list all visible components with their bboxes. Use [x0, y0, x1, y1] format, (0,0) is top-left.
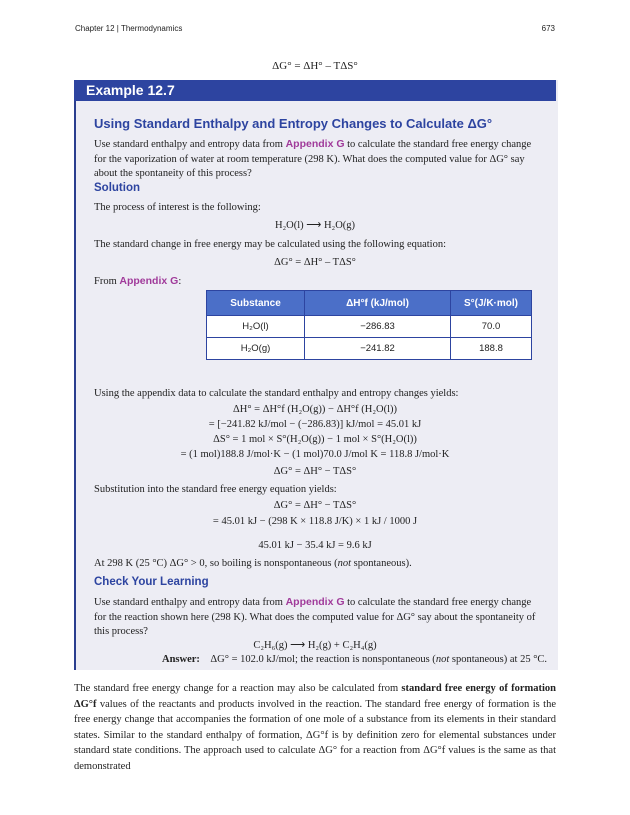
calc-line-5: ΔG° = ΔH° − TΔS°	[273, 466, 357, 477]
thermo-data-table	[206, 290, 532, 360]
problem-text: Use standard enthalpy and entropy data from Appendix G to calculate the standard free energy change for the vaporization of water at room temperature (298 K). What does the computed value for ΔG° say about the spontaneity of this process?	[94, 138, 532, 179]
check-heading: Check Your Learning	[94, 576, 209, 588]
check-text: Use standard enthalpy and entropy data from Appendix G to calculate the standard free energy change for the reaction shown here (298 K). What does the computed value for ΔG° say about the spontaneity of this process?	[94, 596, 536, 637]
free-energy-equation: ΔG° = ΔH° – TΔS°	[274, 257, 356, 268]
chapter-header: Chapter 12 | Thermodynamics	[75, 24, 183, 33]
example-title: Using Standard Enthalpy and Entropy Changes to Calculate ΔG°	[94, 116, 493, 131]
page-number: 673	[541, 24, 555, 33]
equation-intro: The standard change in free energy may be calculated using the following equation:	[94, 239, 447, 250]
reaction-equation: H₂O(l) ⟶ H₂O(g)	[274, 220, 356, 231]
subst-line-2: = 45.01 kJ − (298 K × 118.8 J/K) × 1 kJ / 1000 J	[212, 516, 418, 527]
from-appendix-line: From Appendix G:	[94, 275, 182, 287]
conclusion-text: At 298 K (25 °C) ΔG° > 0, so boiling is nonspontaneous (not spontaneous).	[94, 558, 412, 569]
table-row: H₂O(g) −241.82 188.8	[207, 338, 532, 360]
calc-line-4: = (1 mol)188.8 J/mol·K − (1 mol)70.0 J/mol K = 118.8 J/mol·K	[180, 449, 450, 460]
body-paragraph: The standard free energy change for a reaction may also be calculated from standard free energy of formation ΔG°f values of the reactants and products involved in the reaction. The standard free energy of formation is the free energy change that accompanies the formation of one mole of a substance from its elements in their standard states. Similar to the standard enthalpy of formation, ΔG°f is by definition zero for elemental substances under standard state conditions. The approach used to calculate ΔG° for a reaction from ΔG°f values is the same as that demonstrated	[74, 683, 556, 772]
table-row: H₂O(l) −286.83 70.0	[207, 316, 532, 338]
answer-label: Answer:	[162, 654, 200, 665]
example-header-bar	[74, 80, 556, 101]
appendix-link-2[interactable]: Appendix G	[119, 275, 179, 287]
substitution-intro: Substitution into the standard free energy equation yields:	[94, 484, 337, 495]
top-equation: ΔG° = ΔH° – TΔS°	[272, 60, 358, 72]
col-enthalpy: ΔH°f (kJ/mol)	[305, 291, 451, 316]
calc-line-1: ΔH° = ΔH°f (H₂O(g)) − ΔH°f (H₂O(l))	[233, 404, 397, 415]
appendix-link-3[interactable]: Appendix G	[285, 596, 345, 608]
calc-line-2: = [−241.82 kJ/mol − (−286.83)] kJ/mol = 45.01 kJ	[208, 419, 422, 430]
subst-line-3: 45.01 kJ − 35.4 kJ = 9.6 kJ	[258, 540, 372, 551]
process-text: The process of interest is the following:	[94, 202, 261, 213]
calc-intro: Using the appendix data to calculate the standard enthalpy and entropy changes yields:	[94, 388, 459, 399]
subst-line-1: ΔG° = ΔH° − TΔS°	[273, 500, 357, 511]
example-label: Example 12.7	[86, 82, 175, 98]
calc-line-3: ΔS° = 1 mol × S°(H₂O(g)) − 1 mol × S°(H₂O(l))	[213, 434, 417, 445]
answer-line: Answer: ΔG° = 102.0 kJ/mol; the reaction is nonspontaneous (not spontaneous) at 25 °C.	[162, 654, 548, 665]
col-substance: Substance	[207, 291, 305, 316]
solution-heading: Solution	[94, 182, 140, 194]
col-entropy: S°(J/K·mol)	[451, 291, 532, 316]
appendix-link[interactable]: Appendix G	[285, 138, 345, 150]
check-reaction: C₂H₆(g) ⟶ H₂(g) + C₂H₄(g)	[253, 640, 377, 651]
